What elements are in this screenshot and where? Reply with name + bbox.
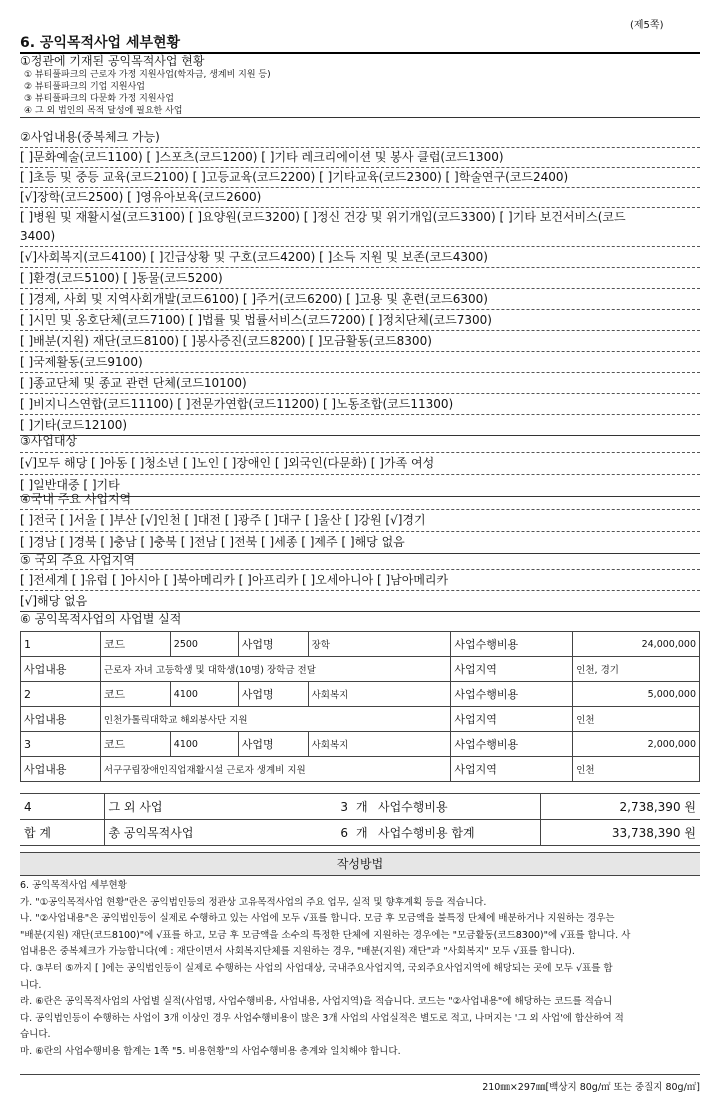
name-value: 사회복지 — [308, 732, 451, 757]
table-row — [21, 757, 700, 782]
page-title: 6. 공익목적사업 세부현황 — [20, 35, 181, 51]
total-business-label: 총 공익목적사업 — [104, 820, 294, 846]
count-unit: 개 — [352, 820, 374, 846]
cost-total-label: 사업수행비용 합계 — [374, 820, 540, 846]
performance-table — [20, 631, 700, 782]
instruction-line: 6. 공익목적사업 세부현황 — [20, 880, 127, 891]
row-number: 2 — [21, 682, 101, 707]
content-value: 근로자 자녀 고등학생 및 대학생(10명) 장학금 전달 — [100, 657, 450, 682]
cost-value: 5,000,000 — [573, 682, 700, 707]
instructions-heading: 작성방법 — [20, 852, 700, 876]
cost-value: 2,000,000 — [573, 732, 700, 757]
table-row — [21, 632, 700, 657]
instruction-line: 습니다. — [20, 1029, 51, 1041]
section-heading: ①정관에 기재된 공익목적사업 현황 — [20, 54, 205, 68]
count-value: 6 — [294, 820, 352, 846]
table-row — [21, 732, 700, 757]
instruction-line: 다. 공익법인등이 수행하는 사업이 3개 이상인 경우 사업수행비용이 많은 3개 사업의 사업실적은 별도로 적고, 나머지는 '그 외 사업'에 합산하여 적 — [20, 1012, 624, 1024]
instruction-line: "배분(지원) 재단(코드8100)"에 √표를 하고, 모금 후 모금액을 소수의 특정한 단체에 지원하는 경우에는 "모금활동(코드8300)"에 √표를 합니다. 사 — [20, 929, 631, 941]
checkbox-line[interactable]: [√]장학(코드2500) [ ]영유아보육(코드2600) — [20, 188, 700, 208]
checkbox-line[interactable]: [ ]국제활동(코드9100) — [20, 352, 700, 373]
instruction-line: 나. "②사업내용"은 공익법인등이 실제로 수행하고 있는 사업에 모두 √표를 합니다. 모금 후 모금액을 불특정 단체에 배분하거나 지원하는 경우는 — [20, 913, 615, 925]
list-item: ② 뷰티풀파크의 기업 지원사업 — [24, 82, 145, 92]
code-value: 4100 — [170, 732, 238, 757]
code-value: 2500 — [170, 632, 238, 657]
cost-total-value: 33,738,390 — [611, 826, 681, 840]
section-performance — [20, 609, 700, 629]
content-label: 사업내용 — [21, 707, 101, 732]
checkbox-line[interactable]: [ ]기타(코드12100) — [20, 415, 700, 436]
region-value: 인천 — [573, 757, 700, 782]
checkbox-line[interactable]: [ ]종교단체 및 종교 관련 단체(코드10100) — [20, 373, 700, 394]
content-label: 사업내용 — [21, 657, 101, 682]
table-row — [20, 820, 700, 846]
name-label: 사업명 — [238, 682, 308, 707]
checkbox-line[interactable]: [ ]환경(코드5100) [ ]동물(코드5200) — [20, 268, 700, 289]
section-heading: ⑤ 국외 주요 사업지역 — [20, 551, 700, 570]
count-unit: 개 — [352, 794, 374, 820]
row-number: 1 — [21, 632, 101, 657]
name-value: 사회복지 — [308, 682, 451, 707]
count-value: 3 — [294, 794, 352, 820]
checkbox-line[interactable]: [ ]전세계 [ ]유럽 [ ]아시아 [ ]북아메리카 [ ]아프리카 [ ]오세아니아 [ ]남아메리카 — [20, 570, 700, 591]
instruction-line: 라. ⑥란은 공익목적사업의 사업별 실적(사업명, 사업수행비용, 사업내용, 사업지역)을 적습니다. 코드는 "②사업내용"에 해당하는 코드를 적습니 — [20, 996, 613, 1008]
page-number: (제5쪽) — [630, 20, 664, 31]
checkbox-line[interactable]: [ ]초등 및 중등 교육(코드2100) [ ]고등교육(코드2200) [ ]기타교육(코드2300) [ ]학술연구(코드2400) — [20, 168, 700, 188]
checkbox-line[interactable]: [ ]배분(지원) 재단(코드8100) [ ]봉사증진(코드8200) [ ]모금활동(코드8300) — [20, 331, 700, 352]
bottom-divider — [20, 1074, 700, 1075]
checkbox-line[interactable]: [ ]시민 및 옹호단체(코드7100) [ ]법률 및 법률서비스(코드7200) [ ]정치단체(코드7300) — [20, 310, 700, 331]
checkbox-line[interactable]: [ ]문화예술(코드1100) [ ]스포츠(코드1200) [ ]기타 레크리에이션 및 봉사 클럽(코드1300) — [20, 148, 700, 168]
instructions-text — [20, 878, 704, 1061]
other-label: 그 외 사업 — [104, 794, 294, 820]
cost-label: 사업수행비용 — [451, 632, 573, 657]
section-heading: ⑥ 공익목적사업의 사업별 실적 — [20, 612, 182, 626]
checkbox-line[interactable]: [ ]경남 [ ]경북 [ ]충남 [ ]충북 [ ]전남 [ ]전북 [ ]세종 [ ]제주 [ ]해당 없음 — [20, 532, 700, 554]
instruction-line: 가. "①공익목적사업 현황"란은 공익법인등의 정관상 고유목적사업의 주요 업무, 실적 및 향후계획 등을 적습니다. — [20, 896, 487, 908]
instruction-line: 니다. — [20, 979, 42, 991]
instruction-line: 다. ③부터 ⑤까지 [ ]에는 공익법인등이 실제로 수행하는 사업의 사업대상, 국내주요사업지역, 국외주요사업지역에 해당되는 곳에 모두 √표를 합 — [20, 962, 613, 974]
checkbox-line[interactable]: [ ]전국 [ ]서울 [ ]부산 [√]인천 [ ]대전 [ ]광주 [ ]대구 [ ]울산 [ ]강원 [√]경기 — [20, 510, 700, 532]
summary-table — [20, 793, 700, 846]
row-number: 4 — [20, 794, 104, 820]
checkbox-line[interactable]: [√]모두 해당 [ ]아동 [ ]청소년 [ ]노인 [ ]장애인 [ ]외국인(다문화) [ ]가족 여성 — [20, 453, 700, 475]
cost-label: 사업수행비용 — [374, 794, 540, 820]
table-row — [21, 707, 700, 732]
code-value: 4100 — [170, 682, 238, 707]
section-target — [20, 431, 700, 497]
region-value: 인천 — [573, 707, 700, 732]
list-item: ④ 그 외 법인의 목적 달성에 필요한 사업 — [20, 105, 700, 118]
region-label: 사업지역 — [451, 757, 573, 782]
list-item: ① 뷰티풀파크의 근로자 가정 지원사업(학자금, 생계비 지원 등) — [24, 70, 271, 80]
section-domestic-region — [20, 489, 700, 554]
section-business-content — [20, 128, 700, 436]
checkbox-line[interactable]: [ ]일반대중 [ ]기타 — [20, 475, 700, 497]
paper-spec: 210㎜×297㎜[백상지 80g/㎡ 또는 중질지 80g/㎡] — [482, 1082, 700, 1093]
checkbox-line-cont: 3400) — [20, 227, 700, 247]
region-value: 인천, 경기 — [573, 657, 700, 682]
row-number: 3 — [21, 732, 101, 757]
name-label: 사업명 — [238, 632, 308, 657]
code-label: 코드 — [100, 682, 170, 707]
section-heading: ④국내 주요 사업지역 — [20, 489, 700, 510]
table-row — [20, 794, 700, 820]
region-label: 사업지역 — [451, 657, 573, 682]
code-label: 코드 — [100, 632, 170, 657]
section-heading: ③사업대상 — [20, 431, 700, 453]
instruction-line: 업내용은 중복체크가 가능합니다(예 : 재단이면서 사회복지단체를 지원하는 경우, "배분(지원) 재단"과 "사회복지" 모두 √표를 합니다). — [20, 946, 575, 958]
name-label: 사업명 — [238, 732, 308, 757]
checkbox-line[interactable]: [√]해당 없음 — [20, 591, 700, 612]
cost-label: 사업수행비용 — [451, 682, 573, 707]
checkbox-line[interactable]: [ ]병원 및 재활시설(코드3100) [ ]요양원(코드3200) [ ]정신 건강 및 위기개입(코드3300) [ ]기타 보건서비스(코드 — [20, 210, 626, 224]
name-value: 장학 — [308, 632, 451, 657]
section-heading: ②사업내용(중복체크 가능) — [20, 128, 700, 148]
instruction-line: 마. ⑥란의 사업수행비용 합계는 1쪽 "5. 비용현황"의 사업수행비용 총계와 일치해야 합니다. — [20, 1045, 401, 1057]
code-label: 코드 — [100, 732, 170, 757]
checkbox-line[interactable]: [ ]비지니스연합(코드11100) [ ]전문가연합(코드11200) [ ]노동조합(코드11300) — [20, 394, 700, 415]
list-item: ③ 뷰티풀파크의 다문화 가정 지원사업 — [24, 94, 174, 104]
table-row — [21, 682, 700, 707]
won-unit: 원 — [684, 800, 696, 814]
total-label: 합 계 — [20, 820, 104, 846]
content-label: 사업내용 — [21, 757, 101, 782]
section-overseas-region — [20, 551, 700, 612]
checkbox-line[interactable]: [ ]경제, 사회 및 지역사회개발(코드6100) [ ]주거(코드6200) [ ]고용 및 훈련(코드6300) — [20, 289, 700, 310]
region-label: 사업지역 — [451, 707, 573, 732]
checkbox-line[interactable]: [√]사회복지(코드4100) [ ]긴급상황 및 구호(코드4200) [ ]소득 지원 및 보존(코드4300) — [20, 247, 700, 268]
table-row — [21, 657, 700, 682]
cost-label: 사업수행비용 — [451, 732, 573, 757]
content-value: 서구구립장애인직업재활시설 근로자 생계비 지원 — [100, 757, 450, 782]
content-value: 인천가톨릭대학교 해외봉사단 지원 — [100, 707, 450, 732]
won-unit: 원 — [684, 826, 696, 840]
cost-value: 2,738,390 — [619, 800, 681, 814]
section-articles — [20, 54, 700, 118]
cost-value: 24,000,000 — [573, 632, 700, 657]
